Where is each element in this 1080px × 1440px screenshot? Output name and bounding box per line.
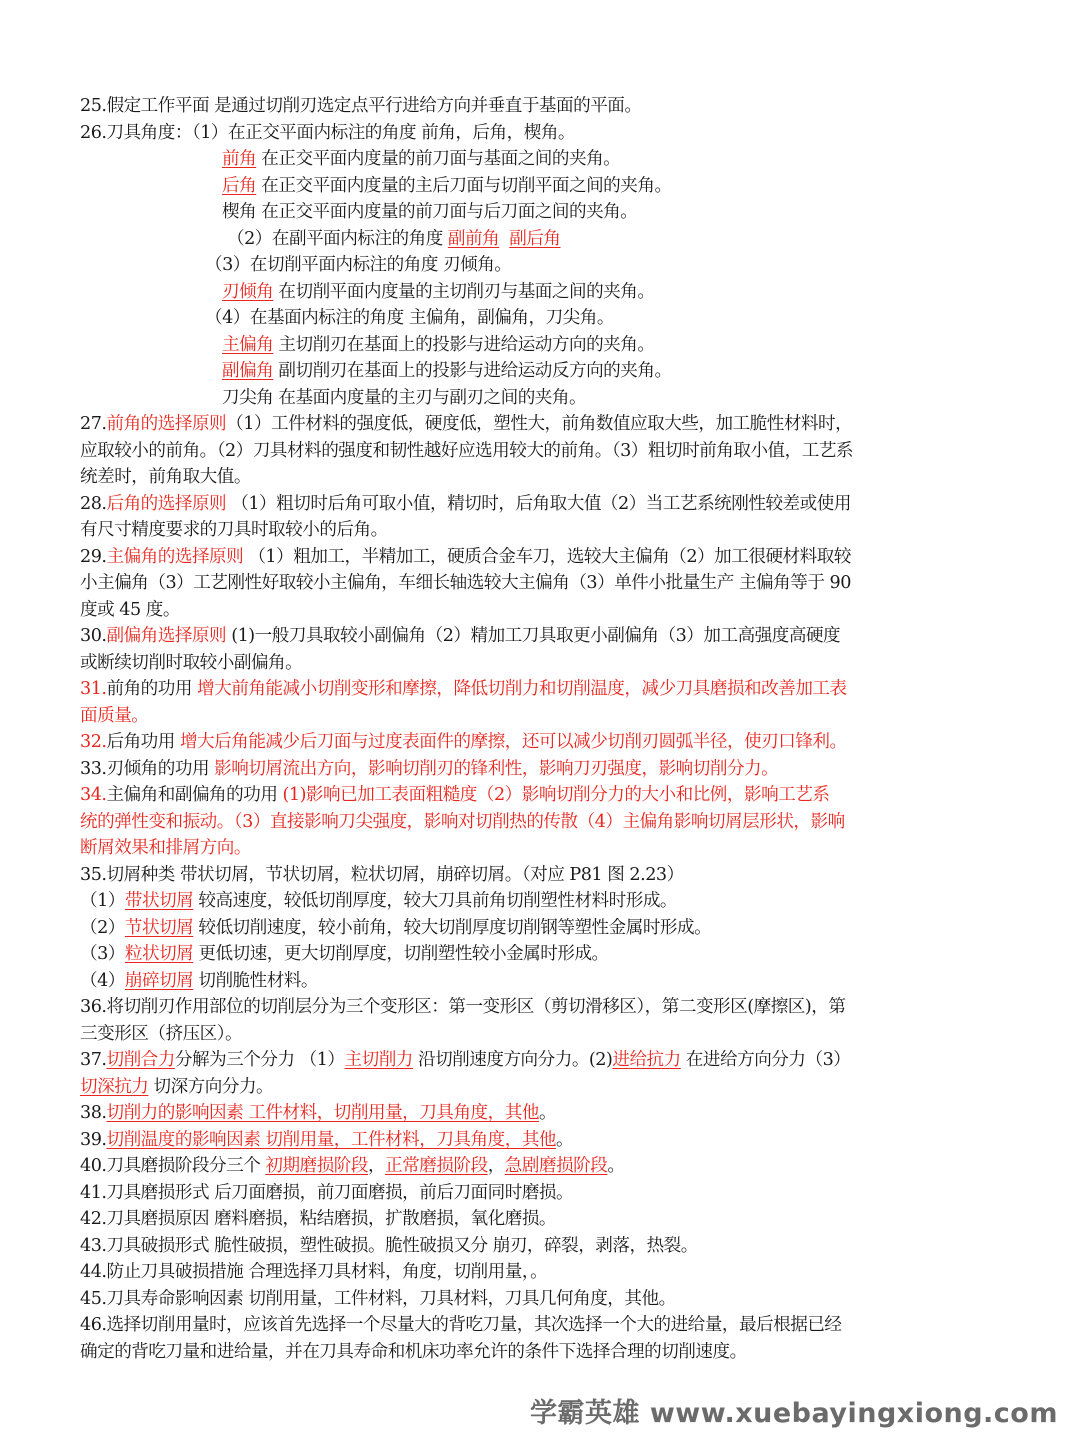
- item-text: 在进给方向分力（3）: [680, 1050, 851, 1070]
- item-text: 有尺寸精度要求的刀具时取较小的后角。: [80, 520, 388, 540]
- punctuation: 。: [538, 1103, 557, 1123]
- punctuation: 。: [607, 1156, 625, 1176]
- item-32: [80, 729, 1010, 756]
- item-42: [80, 1206, 1010, 1233]
- item-text: 小主偏角（3）工艺刚性好取较小主偏角，车细长轴选较大主偏角（3）单件小批量生产 主偏角等于 90: [80, 573, 851, 593]
- item-34-heading: 主偏角和副偏角的功用: [106, 785, 283, 805]
- item-text: 影响切屑流出方向，影响切削刃的锋利性，影响刀刃强度，影响切削分力。: [214, 758, 779, 779]
- item-34-cont: [80, 809, 1010, 836]
- item-37: [80, 1047, 1010, 1074]
- item-30: [80, 623, 1010, 650]
- item-27-heading: 前角的选择原则: [106, 414, 227, 434]
- item-34: [80, 782, 1010, 809]
- item-text: (1)一般刀具取较小副偏角（2）精加工刀具取更小副偏角（3）加工高强度高硬度: [226, 626, 841, 646]
- term-segmented-chip: 节状切屑: [124, 917, 194, 938]
- item-number: 38.: [80, 1103, 107, 1123]
- item-text: 41.刀具磨损形式 后刀面磨损，前刀面磨损，前后刀面同时磨损。: [80, 1182, 574, 1203]
- item-text: 更低切速，更大切削厚度，切削塑性较小金属时形成。: [193, 944, 609, 964]
- item-number: 31.: [80, 679, 107, 699]
- item-text: 度或 45 度。: [80, 599, 180, 620]
- term-resultant-force: 切削合力: [106, 1050, 175, 1070]
- item-40: [80, 1153, 1010, 1180]
- item-number: 39.: [80, 1129, 107, 1150]
- item-text: 较低切削速度，较小前角，较大切削厚度切削钢等塑性金属时形成。: [193, 917, 712, 938]
- watermark: 学霸英雄 www.xuebayingxiong.com: [529, 1398, 1058, 1429]
- item-35-discontinuous: [80, 968, 1010, 995]
- term-clearance-angle: 后角: [222, 175, 257, 196]
- item-35: [80, 862, 1010, 889]
- item-26-rake: [80, 146, 1010, 173]
- sub-number: （4）: [80, 970, 125, 991]
- item-29: [80, 544, 1010, 571]
- term-granular-chip: 粒状切屑: [124, 944, 194, 964]
- item-text: （1）粗切时后角可取小值，精切时，后角取大值（2）当工艺系统刚性较差或使用: [226, 493, 851, 514]
- term-discontinuous-chip: 崩碎切屑: [124, 970, 194, 991]
- definition-text: 在正交平面内度量的主后刀面与切削平面之间的夹角。: [256, 175, 672, 196]
- item-number: 27.: [80, 414, 107, 434]
- item-31: [80, 676, 1010, 703]
- item-29-heading: 主偏角的选择原则: [106, 546, 244, 567]
- item-text: (1)影响已加工表面粗糙度（2）影响切削分力的大小和比例，影响工艺系: [282, 785, 830, 805]
- item-text: 面质量。: [80, 705, 149, 726]
- item-text: 统差时，前角取大值。: [80, 467, 251, 487]
- item-text: 分解为三个分力 （1）: [174, 1050, 345, 1070]
- item-46: [80, 1312, 1010, 1339]
- item-26: [80, 120, 1010, 147]
- item-37-cont: [80, 1074, 1010, 1101]
- term-minor-cutting-angle: 副偏角: [222, 361, 274, 381]
- item-number: 32.: [80, 732, 107, 752]
- definition-text: 在切削平面内度量的主切削刃与基面之间的夹角。: [273, 281, 655, 302]
- item-30-cont: [80, 650, 1010, 677]
- item-number: 28.: [80, 493, 107, 514]
- item-45: [80, 1286, 1010, 1313]
- term-depth-force: 切深抗力: [80, 1076, 149, 1097]
- item-25-text: 25.假定工作平面 是通过切削刃选定点平行进给方向并垂直于基面的平面。: [80, 96, 642, 116]
- item-32-heading: 后角功用: [106, 732, 180, 752]
- item-text: 40.刀具磨损阶段分三个: [80, 1156, 266, 1176]
- item-27-cont: [80, 438, 1010, 465]
- term-major-cutting-angle: 主偏角: [222, 334, 274, 355]
- item-39: [80, 1127, 1010, 1154]
- item-text: （1）工件材料的强度低，硬度低，塑性大，前角数值应取大些，加工脆性材料时，: [226, 414, 853, 434]
- item-text: 增大后角能减少后刀面与过度表面件的摩擦，还可以减少切削刃圆弧半径，使刃口锋利。: [179, 732, 847, 752]
- term-initial-wear: 初期磨损阶段: [265, 1156, 368, 1176]
- item-27: [80, 411, 1010, 438]
- item-26-major-cutting: [80, 332, 1010, 359]
- sub-number: （2）: [80, 917, 125, 938]
- definition-text: （2）在副平面内标注的角度: [227, 228, 448, 249]
- item-text: 沿切削速度方向分力。(2): [412, 1050, 613, 1070]
- item-text: 切削力的影响因素 工件材料，切削用量，刀具角度，其他: [106, 1103, 539, 1123]
- punctuation: ，: [487, 1156, 505, 1176]
- item-31-cont: [80, 703, 1010, 730]
- punctuation: 。: [556, 1129, 574, 1150]
- term-continuous-chip: 带状切屑: [124, 891, 194, 911]
- definition-text: （3）在切削平面内标注的角度 刃倾角。: [205, 255, 512, 275]
- item-text: 确定的背吃刀量和进给量，并在刀具寿命和机床功率允许的条件下选择合理的切削速度。: [80, 1341, 747, 1362]
- term-rake-angle: 前角: [222, 149, 257, 169]
- item-41: [80, 1180, 1010, 1207]
- item-text: 切削脆性材料。: [193, 970, 319, 991]
- item-number: 37.: [80, 1050, 107, 1070]
- item-33: [80, 756, 1010, 783]
- definition-text: 在正交平面内度量的前刀面与基面之间的夹角。: [256, 149, 621, 169]
- item-text: 42.刀具磨损原因 磨料磨损，粘结磨损，扩散磨损，氧化磨损。: [80, 1209, 557, 1229]
- item-26-wedge: [80, 199, 1010, 226]
- item-text: 35.切屑种类 带状切屑，节状切屑，粒状切屑，崩碎切屑。（对应 P81 图 2.23）: [80, 864, 684, 885]
- item-35-segmented: [80, 915, 1010, 942]
- item-36: [80, 994, 1010, 1021]
- item-30-heading: 副偏角选择原则: [106, 626, 227, 646]
- item-text: 切深方向分力。: [148, 1076, 274, 1097]
- item-text: 36.将切削刃作用部位的切削层分为三个变形区：第一变形区（剪切滑移区），第二变形区(摩擦区)，第: [80, 997, 846, 1017]
- item-text: 44.防止刀具破损措施 合理选择刀具材料，角度，切削用量，。: [80, 1262, 548, 1282]
- item-36-cont: [80, 1021, 1010, 1048]
- item-28-heading: 后角的选择原则: [106, 493, 227, 514]
- item-29-cont: [80, 570, 1010, 597]
- sub-number: （1）: [80, 891, 125, 911]
- item-number: 30.: [80, 626, 107, 646]
- item-26-text: 26.刀具角度：（1）在正交平面内标注的角度 前角，后角，楔角。: [80, 122, 576, 143]
- item-43: [80, 1233, 1010, 1260]
- definition-text: 副切削刃在基面上的投影与进给运动反方向的夹角。: [273, 361, 672, 381]
- term-main-cutting-force: 主切削力: [344, 1050, 413, 1070]
- item-35-ribbon: [80, 888, 1010, 915]
- definition-text: （4）在基面内标注的角度 主偏角，副偏角，刀尖角。: [205, 308, 614, 328]
- item-26-base-plane: [80, 305, 1010, 332]
- item-28-cont: [80, 517, 1010, 544]
- item-38: [80, 1100, 1010, 1127]
- item-34-cont: [80, 835, 1010, 862]
- item-text: 43.刀具破损形式 脆性破损，塑性破损。脆性破损又分 崩刃，碎裂，剥落，热裂。: [80, 1235, 698, 1256]
- item-26-minor-cutting: [80, 358, 1010, 385]
- term-minor-clearance: 副后角: [509, 228, 561, 249]
- item-number: 29.: [80, 546, 107, 567]
- definition-text: 主切削刃在基面上的投影与进给运动方向的夹角。: [273, 334, 655, 355]
- item-46-cont: [80, 1339, 1010, 1366]
- item-27-cont: [80, 464, 1010, 491]
- item-text: 46.选择切削用量时，应该首先选择一个尽量大的背吃刀量，其次选择一个大的进给量，最后根据已经: [80, 1315, 842, 1335]
- document-body: [80, 93, 1010, 1365]
- item-26-nose: [80, 385, 1010, 412]
- item-28: [80, 491, 1010, 518]
- definition-text: 刀尖角 在基面内度量的主刃与副刃之间的夹角。: [222, 387, 587, 408]
- item-text: （1）粗加工，半精加工，硬质合金车刀，选较大主偏角（2）加工很硬材料取较: [243, 546, 851, 567]
- item-44: [80, 1259, 1010, 1286]
- term-normal-wear: 正常磨损阶段: [385, 1156, 488, 1176]
- item-text: 较高速度，较低切削厚度，较大刀具前角切削塑性材料时形成。: [193, 891, 678, 911]
- item-26-clearance: [80, 173, 1010, 200]
- item-text: 三变形区（挤压区）。: [80, 1023, 243, 1044]
- term-rapid-wear: 急剧磨损阶段: [504, 1156, 608, 1176]
- item-35-granular: [80, 941, 1010, 968]
- item-29-cont: [80, 597, 1010, 624]
- item-text: 统的弹性变和振动。（3）直接影响刀尖强度，影响对切削热的传散（4）主偏角影响切屑层形状，影响: [80, 811, 845, 832]
- item-text: 切削温度的影响因素 切削用量，工件材料，刀具角度，其他: [106, 1129, 557, 1150]
- item-26-minor-plane: [80, 226, 1010, 253]
- term-feed-force: 进给抗力: [612, 1050, 681, 1070]
- item-number: 34.: [80, 785, 107, 805]
- item-31-heading: 前角的功用: [106, 679, 198, 699]
- item-text: 增大前角能减小切削变形和摩擦，降低切削力和切削温度，减少刀具磨损和改善加工表: [197, 679, 847, 699]
- term-inclination-angle: 刃倾角: [222, 281, 274, 302]
- item-25: [80, 93, 1010, 120]
- item-26-inclination: [80, 279, 1010, 306]
- term-minor-rake: 副前角: [447, 228, 500, 249]
- sub-number: （3）: [80, 944, 125, 964]
- definition-text: 楔角 在正交平面内度量的前刀面与后刀面之间的夹角。: [222, 202, 638, 222]
- item-text: 应取较小的前角。（2）刀具材料的强度和韧性越好应选用较大的前角。（3）粗切时前角取小值，工艺系: [80, 440, 854, 461]
- punctuation: ，: [368, 1156, 386, 1176]
- item-26-cutting-plane: [80, 252, 1010, 279]
- item-text: 断屑效果和排屑方向。: [80, 838, 251, 858]
- item-text: 45.刀具寿命影响因素 切削用量，工件材料，刀具材料，刀具几何角度，其他。: [80, 1288, 676, 1309]
- item-text: 或断续切削时取较小副偏角。: [80, 652, 303, 673]
- item-33-heading: 33.刃倾角的功用: [80, 758, 215, 779]
